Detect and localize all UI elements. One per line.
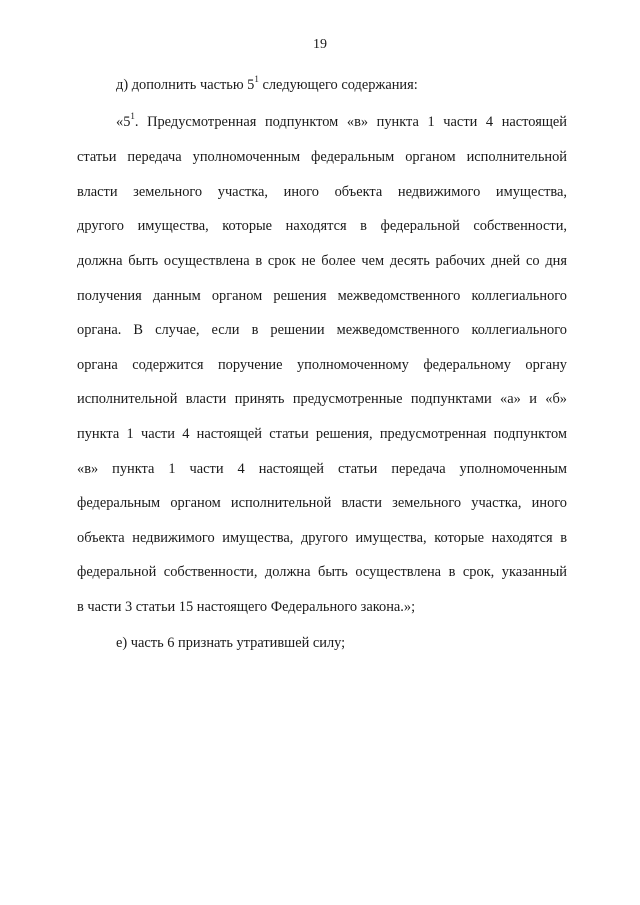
quote-first-line bbox=[116, 113, 567, 131]
quote-line: должна быть осуществлена в срок не более чем десять рабочих дней со дня bbox=[77, 253, 567, 269]
quote-line: органа. В случае, если в решении межведомственного коллегиального bbox=[77, 322, 567, 338]
quote-line: получения данным органом решения межведомственного коллегиального bbox=[77, 288, 567, 304]
quote-line: статьи передача уполномоченным федеральным органом исполнительной bbox=[77, 149, 567, 165]
quote-line: органа содержится поручение уполномоченному федеральному органу bbox=[77, 357, 567, 373]
paragraph-d bbox=[116, 76, 567, 94]
paragraph-d-text: д) дополнить частью 5 bbox=[116, 77, 255, 93]
quote-line: «в» пункта 1 части 4 настоящей статьи передача уполномоченным bbox=[77, 461, 567, 477]
paragraph-d-text-end: следующего содержания: bbox=[258, 77, 418, 93]
page-number: 19 bbox=[313, 37, 327, 52]
quote-line: федеральным органом исполнительной власти земельного участка, иного bbox=[77, 495, 567, 511]
quote-first-line-text: . Предусмотренная подпунктом «в» пункта 1 части 4 настоящей bbox=[134, 114, 567, 130]
quote-line: исполнительной власти принять предусмотренные подпунктами «а» и «б» bbox=[77, 391, 567, 407]
quote-open-text: «5 bbox=[116, 114, 131, 130]
paragraph-e: е) часть 6 признать утратившей силу; bbox=[116, 635, 346, 651]
quote-line: власти земельного участка, иного объекта недвижимого имущества, bbox=[77, 184, 567, 200]
quote-line: объекта недвижимого имущества, другого имущества, которые находятся в bbox=[77, 530, 567, 546]
quote-last-line: в части 3 статьи 15 настоящего Федерального закона.»; bbox=[77, 599, 416, 615]
quote-superscript: 1 bbox=[130, 111, 135, 122]
quote-line: пункта 1 части 4 настоящей статьи решения, предусмотренная подпунктом bbox=[77, 426, 567, 442]
quote-line: федеральной собственности, должна быть осуществлена в срок, указанный bbox=[77, 564, 567, 580]
paragraph-d-superscript: 1 bbox=[254, 74, 259, 85]
quote-line: другого имущества, которые находятся в федеральной собственности, bbox=[77, 218, 567, 234]
